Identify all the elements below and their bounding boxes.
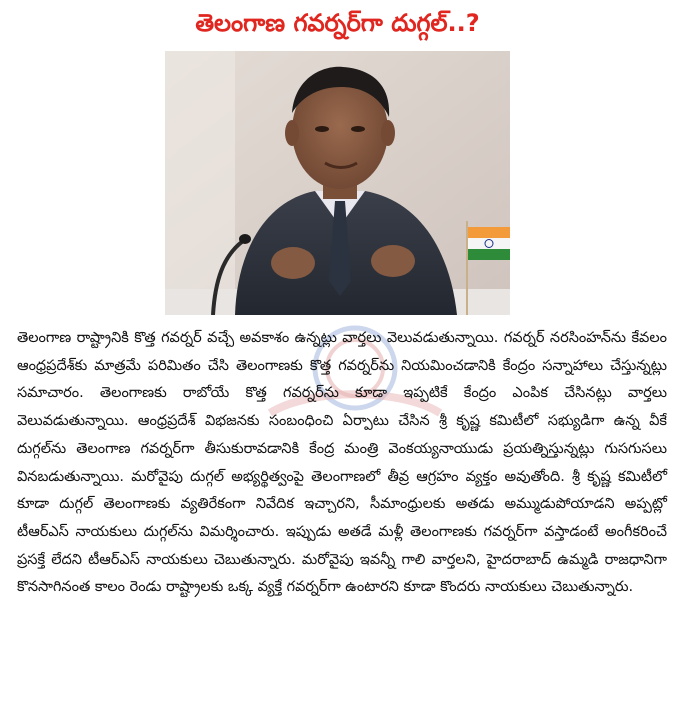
article-photo xyxy=(165,51,510,315)
article-body: తెలంగాణ రాష్ట్రానికి కొత్త గవర్నర్ వచ్చే అవకాశం ఉన్నట్లు వార్తలు వెలువడుతున్నాయి. గవర్నర్ నరసింహన్‌ను కేవలం ఆంధ్రప్రదేశ్‌కు మాత్రమే పరిమితం చేసి తెలంగాణకు కొత్త గవర్నర్‌ను నియమించడానికి కేంద్రం సన్నాహాలు చేస్తున్నట్లు సమాచారం. తెలంగాణకు రాబోయే కొత్త గవర్నర్‌ను కూడా ఇప్పటికే కేంద్రం ఎంపిక చేసినట్లు వార్తలు వెలువడుతున్నాయి. ఆంధ్రప్రదేశ్ విభజనకు సంబంధించి ఏర్పాటు చేసిన శ్రీ కృష్ణ కమిటీలో సభ్యుడిగా ఉన్న వీకే దుగ్గల్‌ను తెలంగాణ గవర్నర్‌గా తీసుకురావడానికి కేంద్ర మంత్రి వెంకయ్యనాయుడు ప్రయత్నిస్తున్నట్లు గుసగుసలు వినబడుతున్నాయి. మరోవైపు దుగ్గల్ అభ్యర్థిత్వంపై తెలంగాణలో తీవ్ర ఆగ్రహం వ్యక్తం అవుతోంది. శ్రీ కృష్ణ కమిటీలో కూడా దుగ్గల్ తెలంగాణకు వ్యతిరేకంగా నివేదిక ఇచ్చారని, సీమాంధ్రులకు అతడు అమ్ముడుపోయాడని అప్పట్లో టీఆర్ఎస్ నాయకులు దుగ్గల్‌ను విమర్శించారు. ఇప్పుడు అతడే మళ్లీ తెలంగాణకు గవర్నర్‌గా వస్తాడంటే అంగీకరించే ప్రసక్తే లేదని టీఆర్ఎస్ నాయకులు చెబుతున్నారు. మరోవైపు ఇవన్నీ గాలి వార్తలని, హైదరాబాద్ ఉమ్మడి రాజధానిగా కొనసాగినంత కాలం రెండు రాష్ట్రాలకు ఒక్క వ్యక్తే గవర్నర్‌గా ఉంటారని కూడా కొందరు నాయకులు చెబుతున్నారు. xyxy=(17,330,667,596)
article-headline: తెలంగాణ గవర్నర్‌గా దుగ్గల్..? xyxy=(195,9,480,37)
